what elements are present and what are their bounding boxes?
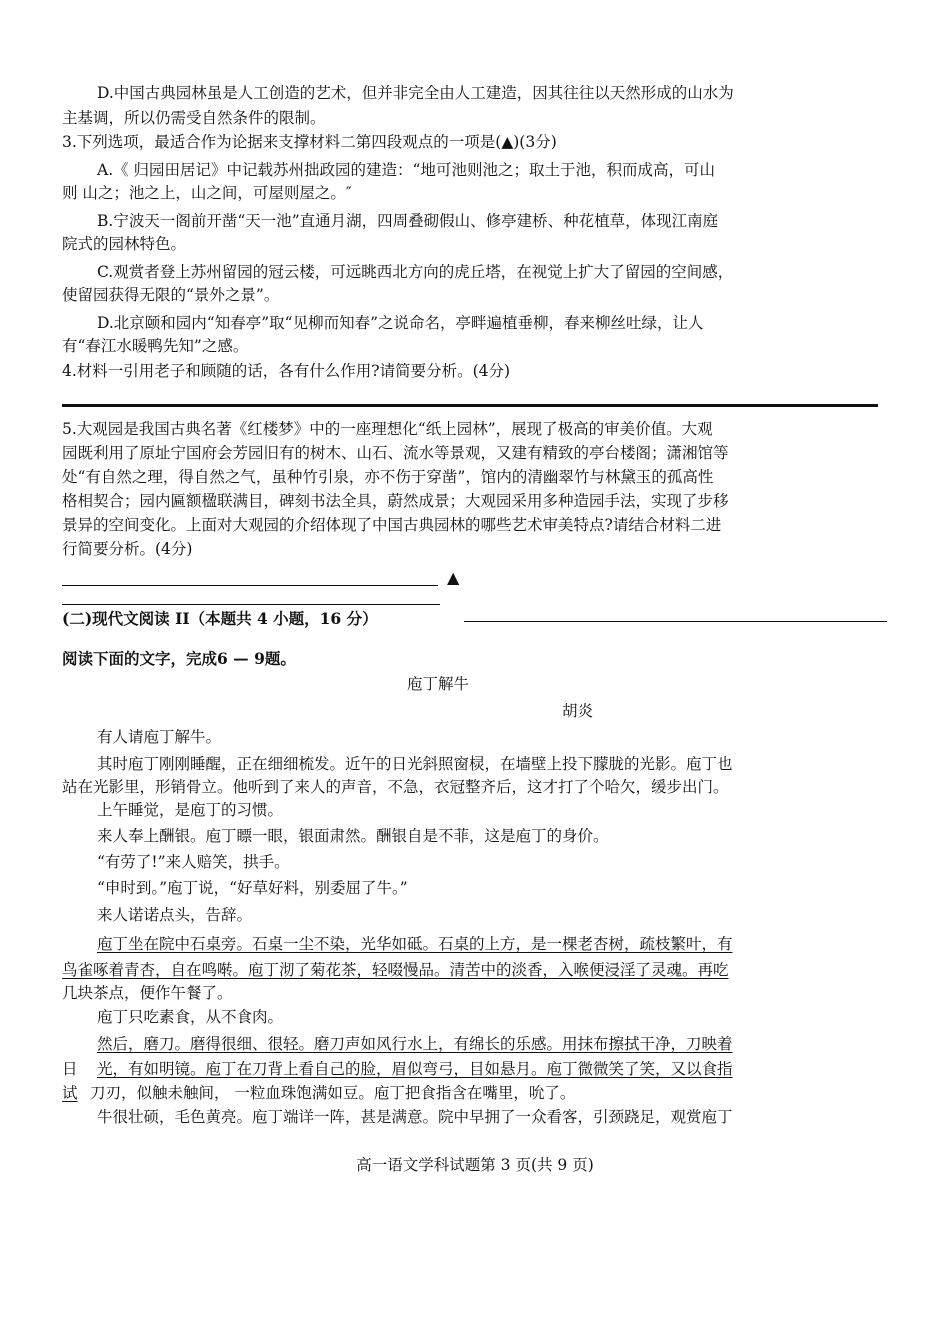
article-paragraph-cont: 站在光影里，形销骨立。他听到了来人的声音，不急，衣冠整齐后，这才打了个哈欠，缓步出门。 (62, 778, 729, 796)
q5-line3: 处“有自然之理，得自然之气，虽种竹引泉，亦不伤于穿凿”，馆内的清幽翠竹与林黛玉的孤高性 (62, 468, 714, 486)
article-paragraph: 庖丁只吃素食，从不食肉。 (97, 1008, 284, 1026)
article-paragraph: 其时庖丁刚刚睡醒，正在细细梳发。近午的日光斜照窗棂，在墙壁上投下朦胧的光影。庖丁也 (97, 755, 733, 773)
q5-line1: 5.大观园是我国古典名著《红楼梦》中的一座理想化“纸上园林”，展现了极高的审美价值。大观 (62, 420, 713, 438)
article-paragraph: “有劳了!”来人赔笑，拱手。 (97, 853, 290, 871)
article-paragraph-cont: 几块茶点，便作午餐了。 (62, 984, 233, 1002)
q3-option-b-line1: B.宁波天一阁前开凿“天一池”直通月湖，四周叠砌假山、修亭建桥、种花植草，体现江南庭 (97, 212, 719, 230)
q4-stem: 4.材料一引用老子和顾随的话，各有什么作用?请简要分析。(4分) (62, 362, 511, 380)
q2-option-d-line2: 主基调，所以仍需受自然条件的限制。 (62, 109, 326, 127)
q3-option-c-line2: 使留园获得无限的“景外之景”。 (62, 286, 280, 304)
section-divider-left (62, 604, 440, 605)
margin-char: 日 (62, 1060, 78, 1078)
q3-option-b-line2: 院式的园林特色。 (62, 235, 187, 253)
article-paragraph: “申时到。”庖丁说，“好草好料，别委屈了牛。” (97, 879, 408, 897)
answer-rule (62, 404, 878, 407)
q5-line6: 行简要分析。(4分) (62, 540, 193, 558)
q3-option-a-line1: A.《 归园田居记》中记载苏州拙政园的建造：“地可池则池之；取土于池，积而成高，可山 (97, 161, 715, 179)
article-author: 胡炎 (562, 702, 594, 720)
underlined-passage-1-cont: 鸟雀啄着青杏，自在鸣啭。庖丁沏了菊花茶，轻啜慢品。清苦中的淡香，入喉便浸淫了灵魂。再吃 (62, 961, 729, 979)
q2-option-d-line1: D.中国古典园林虽是人工创造的艺术，但并非完全由人工建造，因其往往以天然形成的山水为 (97, 84, 734, 102)
article-paragraph: 上午睡觉，是庖丁的习惯。 (97, 801, 284, 819)
article-paragraph: 来人诺诺点头，告辞。 (97, 906, 253, 924)
answer-marker: ▲ (447, 568, 460, 587)
q3-option-d-line2: 有“春江水暖鸭先知”之感。 (62, 337, 249, 355)
section-instruction: 阅读下面的文字，完成6 — 9题。 (62, 649, 296, 668)
q3-option-a-line2: 则 山之；池之上，山之间，可屋则屋之。″ (62, 184, 352, 202)
q5-line4: 格相契合；园内匾额楹联满目，碑刻书法全具，蔚然成景；大观园采用多种造园手法，实现了步移 (62, 492, 729, 510)
q3-stem: 3.下列选项，最适合作为论据来支撑材料二第四段观点的一项是(▲)(3分) (62, 133, 557, 151)
q5-line2: 园既利用了原址宁国府会芳园旧有的树木、山石、流水等景观，又建有精致的亭台楼阁；潇湘馆等 (62, 444, 729, 462)
answer-line (62, 585, 438, 586)
section-divider-right (464, 621, 887, 622)
article-paragraph: 牛很壮硕，毛色黄亮。庖丁端详一阵，甚是满意。院中早拥了一众看客，引颈跷足，观赏庖丁 (97, 1108, 733, 1126)
underlined-passage-1: 庖丁坐在院中石桌旁。石桌一尘不染，光华如砥。石桌的上方，是一棵老杏树，疏枝繁叶，有 (97, 935, 733, 953)
article-paragraph: 有人请庖丁解牛。 (97, 728, 222, 746)
q3-option-c-line1: C.观赏者登上苏州留园的冠云楼，可远眺西北方向的虎丘塔，在视觉上扩大了留园的空间感， (97, 263, 734, 281)
q5-line5: 景异的空间变化。上面对大观园的介绍体现了中国古典园林的哪些艺术审美特点?请结合材料二进 (62, 516, 722, 534)
underlined-passage-2: 然后，磨刀。磨得很细、很轻。磨刀声如风行水上，有绵长的乐感。用抹布擦拭干净，刀映着 (97, 1035, 733, 1053)
article-paragraph-cont: 刀刃，似触未触间， 一粒血珠饱满如豆。庖丁把食指含在嘴里，吮了。 (90, 1084, 576, 1102)
underlined-passage-2-cont: 光，有如明镜。庖丁在刀背上看自己的脸，眉似弯弓，目如悬月。庖丁微微笑了笑，又以食指 (97, 1060, 733, 1078)
margin-char: 试 (62, 1084, 78, 1102)
section-heading: (二)现代文阅读 II（本题共 4 小题，16 分） (62, 609, 378, 628)
page-footer: 高一语文学科试题第 3 页(共 9 页) (356, 1156, 594, 1174)
q3-option-d-line1: D.北京颐和园内“知春亭”取“见柳而知春”之说命名，亭畔遍植垂柳，春来柳丝吐绿，让人 (97, 314, 704, 332)
article-title: 庖丁解牛 (407, 675, 470, 693)
article-paragraph: 来人奉上酬银。庖丁瞟一眼，银面肃然。酬银自是不菲，这是庖丁的身价。 (97, 827, 609, 845)
